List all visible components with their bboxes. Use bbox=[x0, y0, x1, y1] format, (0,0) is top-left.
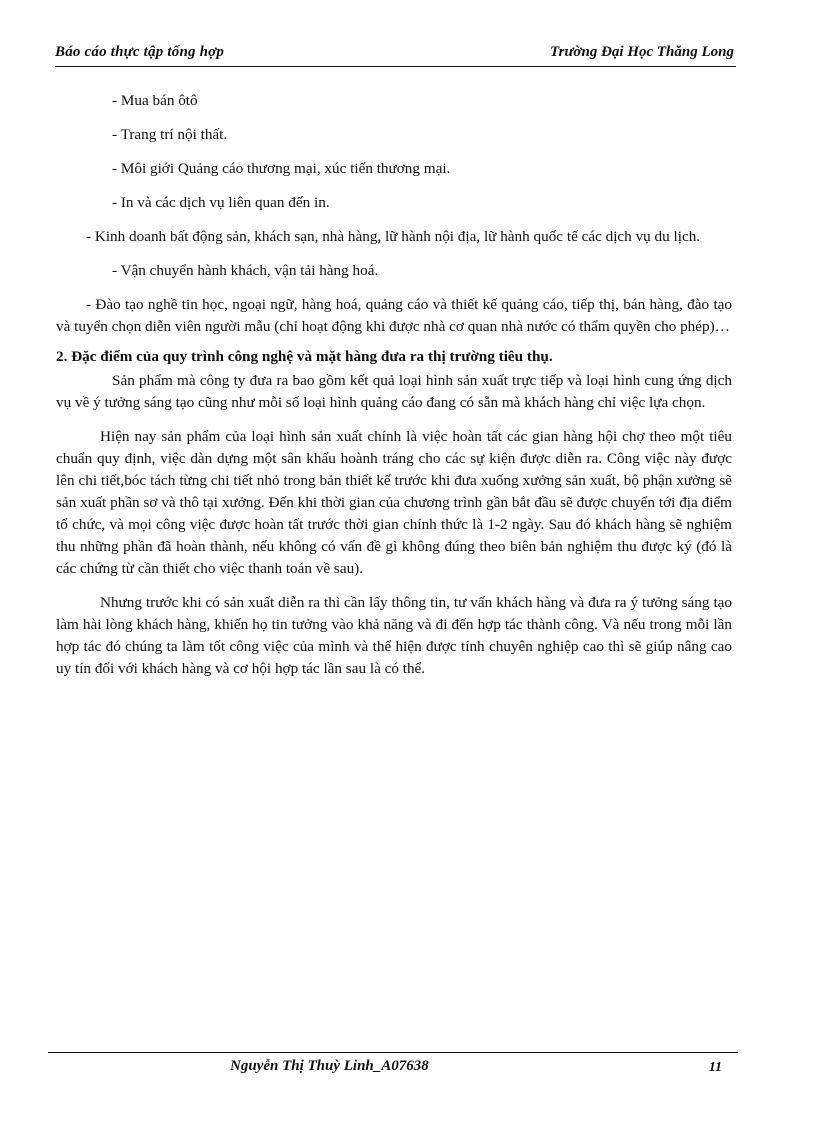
list-item: - Đào tạo nghề tin học, ngoại ngữ, hàng hoá, quảng cáo và thiết kế quảng cáo, tiếp thị, bán hàng, đào tạo và tuyển chọn diễn viên người mẫu (chỉ hoạt động khi được nhà cơ quan nhà nước có thẩm quyền cho phép)… bbox=[56, 296, 732, 335]
list-item: - Môi giới Quảng cáo thương mại, xúc tiến thương mại. bbox=[112, 160, 451, 177]
paragraph: Hiện nay sản phẩm của loại hình sản xuất chính là việc hoàn tất các gian hàng hội chợ theo một tiêu chuẩn quy định, việc dàn dựng một sân khấu hoành tráng cho các sự kiện được diễn ra. Công việc này được lên chi tiết,bóc tách từng chi tiết nhỏ trong bản thiết kế trước khi đưa xuống xưởng sản xuất, bộ phận xưởng sẽ sản xuất phần sơ và thô tại xưởng. Đến khi thời gian của chương trình gần bắt đầu sẽ được chuyển tới địa điểm tổ chức, và mọi công việc được hoàn tất trước thời gian chính thức là 1-2 ngày. Sau đó khách hàng sẽ nghiệm thu những phần đã hoàn thành, nếu không có vấn đề gì không đúng theo biên bản nghiệm thu được ký (đó là các chứng từ cần thiết cho việc thanh toán về sau). bbox=[56, 428, 732, 577]
footer-rule bbox=[48, 1052, 738, 1053]
header-rule bbox=[55, 66, 736, 67]
page-header bbox=[55, 44, 734, 68]
footer-author: Nguyễn Thị Thuỳ Linh_A07638 bbox=[230, 1058, 429, 1074]
header-university: Trường Đại Học Thăng Long bbox=[550, 44, 734, 60]
list-item: - In và các dịch vụ liên quan đến in. bbox=[112, 194, 330, 211]
list-item: - Mua bán ôtô bbox=[112, 92, 198, 109]
list-item: - Vận chuyển hành khách, vận tải hàng hoá. bbox=[112, 262, 379, 279]
page-number: 11 bbox=[708, 1060, 722, 1075]
page-body bbox=[56, 90, 732, 680]
list-item: - Kinh doanh bất động sản, khách sạn, nhà hàng, lữ hành nội địa, lữ hành quốc tế các dịch vụ du lịch. bbox=[86, 228, 701, 245]
paragraph: Nhưng trước khi có sản xuất diễn ra thì cần lấy thông tin, tư vấn khách hàng và đưa ra ý tưởng sáng tạo làm hài lòng khách hàng, khiến họ tin tưởng vào khả năng và đi đến hợp tác thành công. Và nếu trong mỗi lần hợp tác đó chúng ta làm tốt công việc của mình và thể hiện được tính chuyên nghiệp cao thì sẽ giúp nâng cao uy tín đối với khách hàng và cơ hội hợp tác lần sau là có thể. bbox=[56, 594, 732, 677]
list-item: - Trang trí nội thất. bbox=[112, 126, 228, 143]
header-report-title: Báo cáo thực tập tổng hợp bbox=[55, 44, 225, 60]
paragraph: Sản phẩm mà công ty đưa ra bao gồm kết quả loại hình sản xuất trực tiếp và loại hình cung ứng dịch vụ về ý tưởng sáng tạo cũng như mỗi số loại hình quảng cáo đang có sẵn mà khách hàng chỉ việc lựa chọn. bbox=[56, 372, 732, 411]
section-heading: 2. Đặc điểm của quy trình công nghệ và mặt hàng đưa ra thị trường tiêu thụ. bbox=[56, 348, 553, 365]
